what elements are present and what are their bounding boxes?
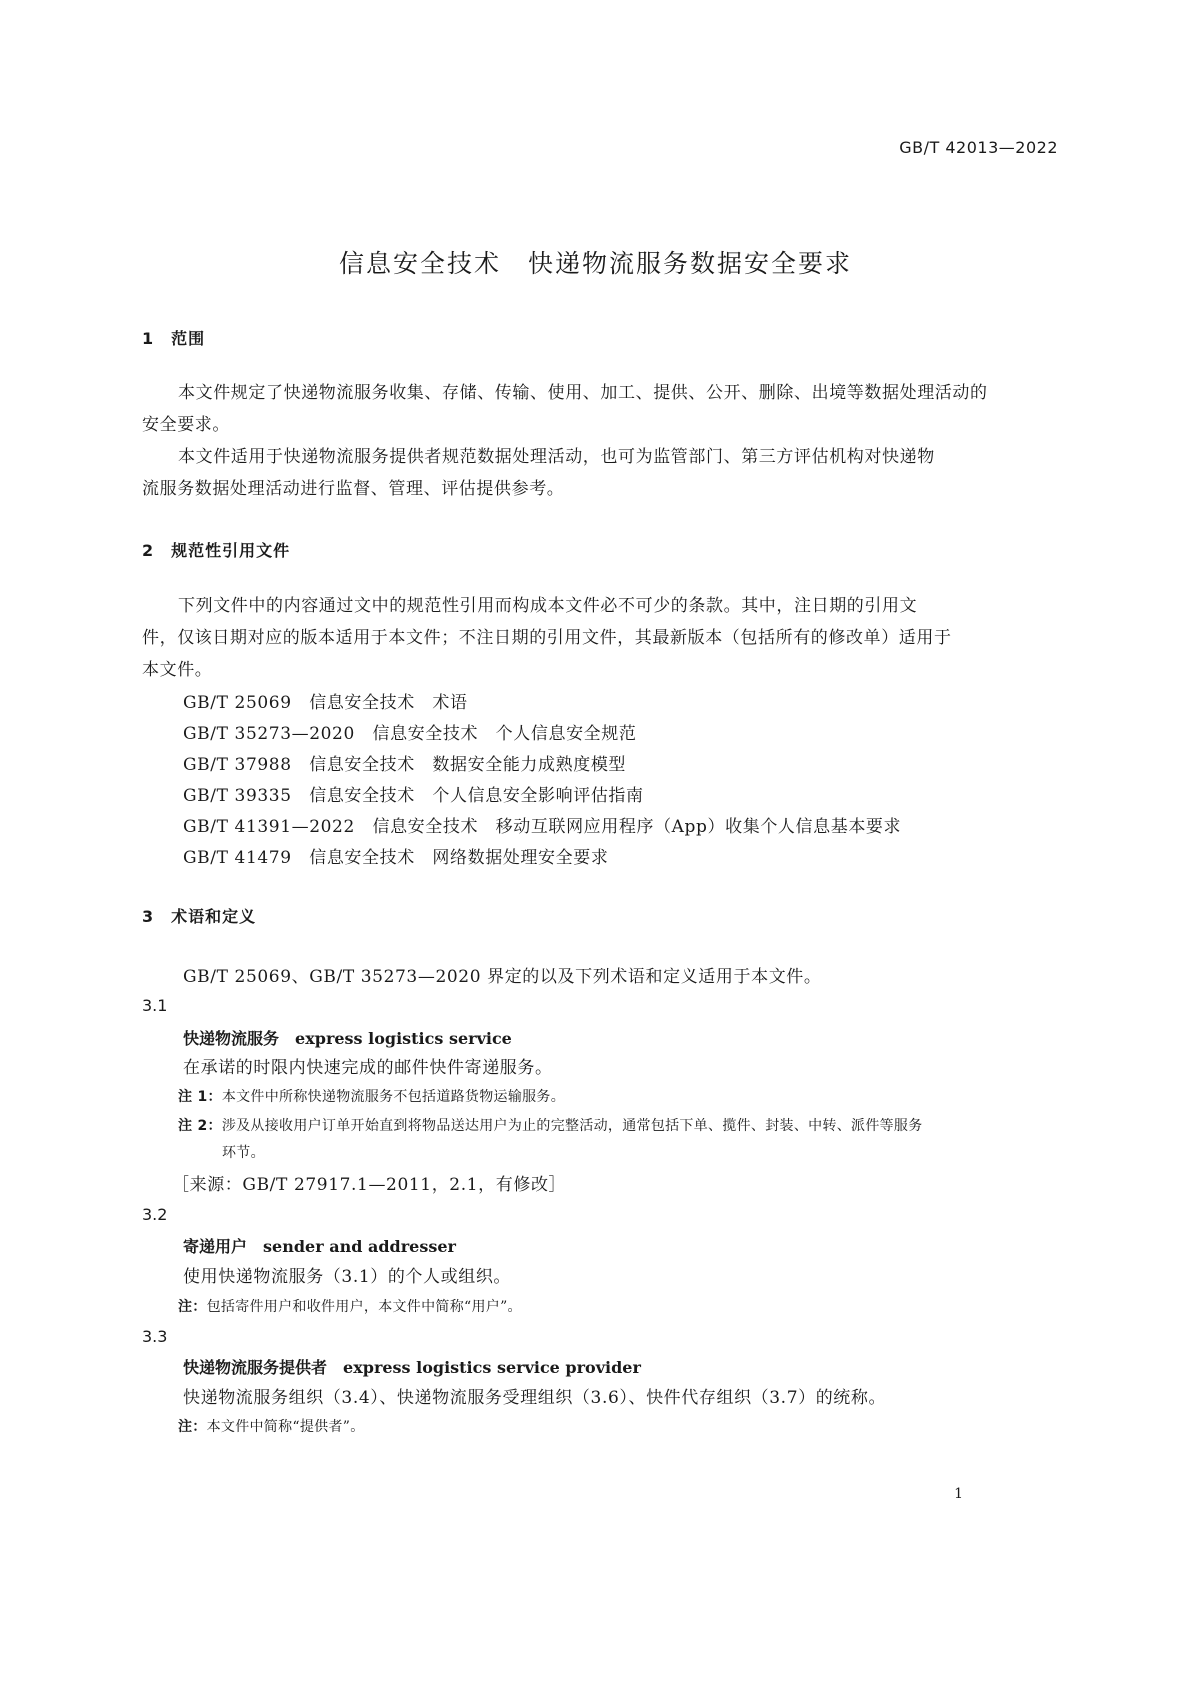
term-note: [178, 1115, 923, 1135]
note-text: 涉及从接收用户订单开始直到将物品送达用户为止的完整活动，通常包括下单、揽件、封装、中转、派件等服务: [221, 1118, 923, 1134]
section-heading-scope: 1 范围: [142, 329, 206, 348]
note-text: 本文件中所称快递物流服务不包括道路货物运输服务。: [221, 1089, 566, 1105]
term-zh: 快递物流服务: [183, 1029, 280, 1048]
references-paragraph: [142, 590, 1058, 686]
terms-intro: GB/T 25069、GB/T 35273—2020 界定的以及下列术语和定义适用于本文件。: [183, 967, 822, 987]
term-source: ［来源：GB/T 27917.1—2011，2.1，有修改］: [172, 1175, 567, 1195]
reference-item: GB/T 35273—2020 信息安全技术 个人信息安全规范: [183, 724, 637, 744]
term-title: [183, 1355, 641, 1378]
text-line: 本文件。: [142, 660, 213, 680]
term-note: [178, 1416, 365, 1436]
reference-item: GB/T 25069 信息安全技术 术语: [183, 693, 468, 713]
note-label: 注：: [178, 1419, 207, 1435]
term-title: [183, 1234, 456, 1257]
reference-item: GB/T 41479 信息安全技术 网络数据处理安全要求: [183, 848, 609, 868]
text-line: 流服务数据处理活动进行监督、管理、评估提供参考。: [142, 479, 565, 499]
term-definition: 使用快递物流服务（3.1）的个人或组织。: [183, 1267, 512, 1287]
term-number: 3.1: [142, 996, 168, 1015]
term-en: sender and addresser: [263, 1237, 456, 1256]
term-definition: 在承诺的时限内快速完成的邮件快件寄递服务。: [183, 1058, 553, 1078]
note-label: 注 2：: [178, 1118, 222, 1134]
note-label: 注 1：: [178, 1089, 222, 1105]
text-line: 下列文件中的内容通过文中的规范性引用而构成本文件必不可少的条款。其中，注日期的引用文: [178, 596, 918, 616]
term-number: 3.3: [142, 1327, 168, 1346]
term-note: [178, 1086, 565, 1106]
page-number: 1: [954, 1486, 963, 1502]
note-label: 注：: [178, 1299, 207, 1315]
note-text: 包括寄件用户和收件用户，本文件中简称“用户”。: [206, 1299, 522, 1315]
reference-item: GB/T 41391—2022 信息安全技术 移动互联网应用程序（App）收集个人信息基本要求: [183, 817, 902, 837]
term-en: express logistics service provider: [343, 1358, 641, 1377]
term-note: [178, 1296, 522, 1316]
scope-paragraph-1: [142, 377, 1058, 441]
standard-number: GB/T 42013—2022: [899, 138, 1058, 157]
section-heading-references: 2 规范性引用文件: [142, 541, 291, 560]
term-zh: 寄递用户: [183, 1237, 248, 1256]
note-text: 本文件中简称“提供者”。: [206, 1419, 365, 1435]
reference-item: GB/T 39335 信息安全技术 个人信息安全影响评估指南: [183, 786, 644, 806]
term-definition: 快递物流服务组织（3.4）、快递物流服务受理组织（3.6）、快件代存组织（3.7）的统称。: [183, 1388, 887, 1408]
text-line: 安全要求。: [142, 415, 230, 435]
scope-paragraph-2: [142, 441, 1058, 505]
text-line: 本文件规定了快递物流服务收集、存储、传输、使用、加工、提供、公开、删除、出境等数据处理活动的: [178, 383, 988, 403]
text-line: 件，仅该日期对应的版本适用于本文件；不注日期的引用文件，其最新版本（包括所有的修改单）适用于: [142, 628, 952, 648]
section-heading-terms: 3 术语和定义: [142, 907, 257, 926]
term-zh: 快递物流服务提供者: [183, 1358, 328, 1377]
term-title: [183, 1026, 512, 1049]
document-title: 信息安全技术 快递物流服务数据安全要求: [338, 249, 852, 278]
term-number: 3.2: [142, 1205, 168, 1224]
reference-item: GB/T 37988 信息安全技术 数据安全能力成熟度模型: [183, 755, 627, 775]
term-en: express logistics service: [295, 1029, 512, 1048]
note-continuation: 环节。: [222, 1145, 265, 1161]
text-line: 本文件适用于快递物流服务提供者规范数据处理活动，也可为监管部门、第三方评估机构对快递物: [178, 447, 935, 467]
